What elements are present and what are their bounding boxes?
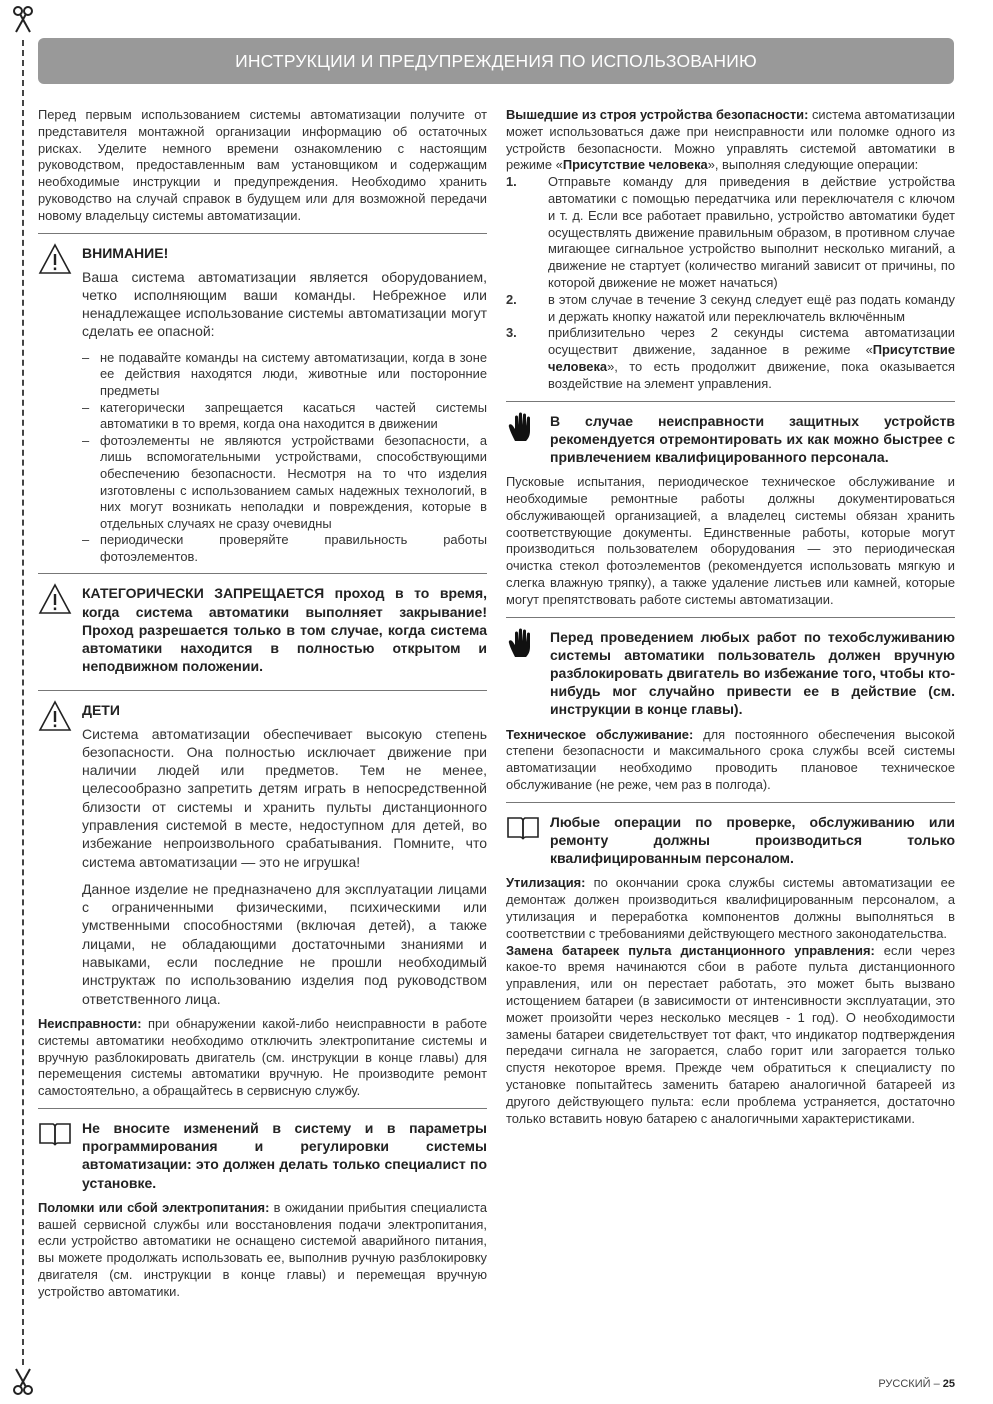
- children-paragraph: Данное изделие не предназначено для эксплуатации лицами с ограниченными физическими, психическими или умственными способностями (включая детей), а также лицами, не обладающими достаточными знаниями и навыками, если последние не прошли необходимый инструктаж по использованию изделия под руководством ответственного лица.: [82, 880, 487, 1007]
- section-title: ИНСТРУКЦИИ И ПРЕДУПРЕЖДЕНИЯ ПО ИСПОЛЬЗОВАНИЮ: [235, 50, 757, 71]
- no-changes-note: Не вносите изменений в систему и в параметры программирования и регулировки системы автоматизации: это должен делать только специалист по установке.: [82, 1119, 487, 1191]
- warning-triangle-icon: [38, 700, 72, 732]
- battery-paragraph: Замена батареек пульта дистанционного управления: если через какое-то время начинаются сбои в работе пульта дистанционного управления, или он перестает работать, это может быть вызвано истощением батареи (в зависимости от интенсивности эксплуатации, это может произойти через несколько месяцев - 1 год). О необходимости замены батареи свидетельствует тот факт, что индикатор подтверждения передачи сигнала не загорается, слабо горит или загорается только спустя некоторое время. Прежде чем обратиться к специалисту по установке попытайтесь заменить батарею аналогичной батареей из другого действующего пульта: если проблема устраняется, достаточно только вставить новую батарею с аналогичными характеристиками.: [506, 942, 955, 1126]
- disposal-paragraph: Утилизация: по окончании срока службы системы автоматизации ее демонтаж должен производиться квалифицированным персоналом, а утилизация и переработка компонентов должны выполняться в соответствии с требованиями действующего местного законодательства.: [506, 875, 955, 941]
- stop-hand-icon: [506, 627, 540, 659]
- left-column: [38, 107, 487, 1301]
- list-item: – категорически запрещается касаться частей системы автоматики в то время, когда она находится в движении: [82, 400, 487, 433]
- manual-book-icon: [506, 812, 540, 844]
- warning-title: ВНИМАНИЕ!: [82, 244, 169, 261]
- footer-language: РУССКИЙ: [878, 1378, 931, 1390]
- no-changes-block: [38, 1108, 487, 1192]
- children-block: [38, 690, 487, 1008]
- page-number: 25: [942, 1378, 955, 1390]
- right-column: [506, 107, 955, 1127]
- maintenance-paragraph: Техническое обслуживание: для постоянного обеспечения высокой степени безопасности и максимального срока службы всей системы автоматизации необходимо проводить плановое техническое обслуживание (не реже, чем раз в полгода).: [506, 726, 955, 792]
- list-item: – фотоэлементы не являются устройствами безопасности, а лишь вспомогательными устройствами, способствующими обеспечению безопасности. Несмотря на то что изделия изготовлены с использованием самых надежных технологий, в них могут возникать неполадки и повреждения, которые в отдельных случаях не сразу очевидны: [82, 433, 487, 533]
- tests-paragraph: Пусковые испытания, периодическое техническое обслуживание и необходимые ремонтные работы должны документироваться обслуживающей организацией, а владелец системы обязан хранить соответствующие документы. Единственные работы, которые могут производиться пользователем оборудования — это периодическая очистка стекол фотоэлементов (рекомендуется использовать мягкую и слегка влажную тряпку), а также удаление листьев или камней, которые могут препятствовать работе системы автоматизации.: [506, 474, 955, 607]
- repair-block: [506, 401, 955, 467]
- manual-book-icon: [38, 1118, 72, 1150]
- forbidden-block: [38, 573, 487, 675]
- forbidden-note: КАТЕГОРИЧЕСКИ ЗАПРЕЩАЕТСЯ проход в то время, когда система автоматики выполняет закрывание! Проход разрешается только в том случае, когда система автоматики находится в полностью открытом и неподвижном положении.: [82, 585, 488, 675]
- steps-list: [506, 174, 955, 392]
- warning-list: [82, 350, 487, 566]
- scissors-icon: [8, 5, 38, 35]
- warning-triangle-icon: [38, 243, 72, 275]
- list-item: – не подавайте команды на систему автоматизации, когда в зоне ее действия находятся люди, животные или посторонние предметы: [82, 350, 487, 400]
- children-paragraph: Система автоматизации обеспечивает высокую степень безопасности. Она полностью исключает движение при наличии людей или предметов. Тем не менее, целесообразно запретить детям играть в непосредственной близости от системы и хранить пульты дистанционного управления системой в месте, недоступном для детей, во избежание непроизвольного срабатывания. Помните, что система автоматизации — это не игрушка!: [82, 725, 487, 870]
- page-footer: РУССКИЙ – 25: [878, 1378, 955, 1390]
- children-title: ДЕТИ: [82, 701, 120, 718]
- warning-triangle-icon: [38, 583, 72, 615]
- step-item: 1. Отправьте команду для приведения в действие устройства автоматики с помощью передатчика или переключателя с ключом и т. д. Если все работает правильно, устройство автоматики будет осуществлять движение правильным образом, в противном случае мигающее сигнальное устройство выполнит несколько миганий, а движение не стартует (количество миганий зависит от причины, по которой движение не может начаться): [506, 174, 955, 290]
- list-item: – периодически проверяйте правильность работы фотоэлементов.: [82, 532, 487, 565]
- qualified-note: Любые операции по проверке, обслуживанию или ремонту должны производиться только квалифицированным персоналом.: [550, 813, 955, 867]
- repair-note: В случае неисправности защитных устройств рекомендуется отремонтировать их как можно быстрее с привлечением квалифицированного персонала.: [550, 412, 955, 465]
- step-item: 3. приблизительно через 2 секунды система автоматизации осуществит движение, заданное в режиме «Присутствие человека», то есть продолжит движение, пока оказывается воздействие на элемент управления.: [506, 325, 955, 391]
- scissors-icon: [8, 1366, 38, 1396]
- unlock-block: [506, 617, 955, 719]
- power-paragraph: Поломки или сбой электропитания: в ожидании прибытия специалиста вашей сервисной службы или восстановления подачи электропитания, если устройство автоматики не оснащено системой аварийного питания, вы можете продолжать использовать ее, выполнив ручную разблокировку двигателя (см. инструкции в конце главы) и перемещая вручную устройство автоматики.: [38, 1199, 488, 1299]
- qualified-block: [506, 802, 955, 868]
- section-header: [38, 38, 954, 84]
- cut-line: [22, 40, 24, 1365]
- intro-paragraph: Перед первым использованием системы автоматизации получите от представителя монтажной организации информацию об остаточных рисках. Уделите немного времени ознакомлению с настоящим руководством, предоставленным вам установщиком и содержащим необходимые инструкции и предупреждения. Необходимо хранить руководство на случай справок в будущем или для возможной передачи новому владельцу системы автоматизации.: [38, 107, 487, 223]
- stop-hand-icon: [506, 411, 540, 443]
- safety-devices-paragraph: Вышедшие из строя устройства безопасности: система автоматизации может использоваться даже при неисправности или поломке одного из устройств безопасности. Можно управлять системой автоматики в режиме «Присутствие человека», выполняя следующие операции:: [506, 107, 955, 173]
- warning-block: [38, 233, 487, 566]
- faults-paragraph: Неисправности: при обнаружении какой-либо неисправности в работе системы автоматики необходимо отключить электропитание системы и вручную разблокировать двигатель (см. инструкции в конце главы) для перемещения системы автоматики вручную. Не производите ремонт самостоятельно, а обращайтесь в сервисную службу.: [38, 1015, 487, 1099]
- step-item: 2. в этом случае в течение 3 секунд следует ещё раз подать команду и держать кнопку нажатой или переключатель включённым: [506, 291, 955, 324]
- unlock-note: Перед проведением любых работ по техобслуживанию системы автоматики пользователь должен вручную разблокировать двигатель во избежание того, чтобы кто-нибудь мог случайно привести ее в действие (см. инструкции в конце главы).: [550, 628, 955, 718]
- warning-text: Ваша система автоматизации является оборудованием, четко исполняющим ваши команды. Небрежное или ненадлежащее использование системы автоматизации могут сделать ее опасной:: [82, 268, 487, 340]
